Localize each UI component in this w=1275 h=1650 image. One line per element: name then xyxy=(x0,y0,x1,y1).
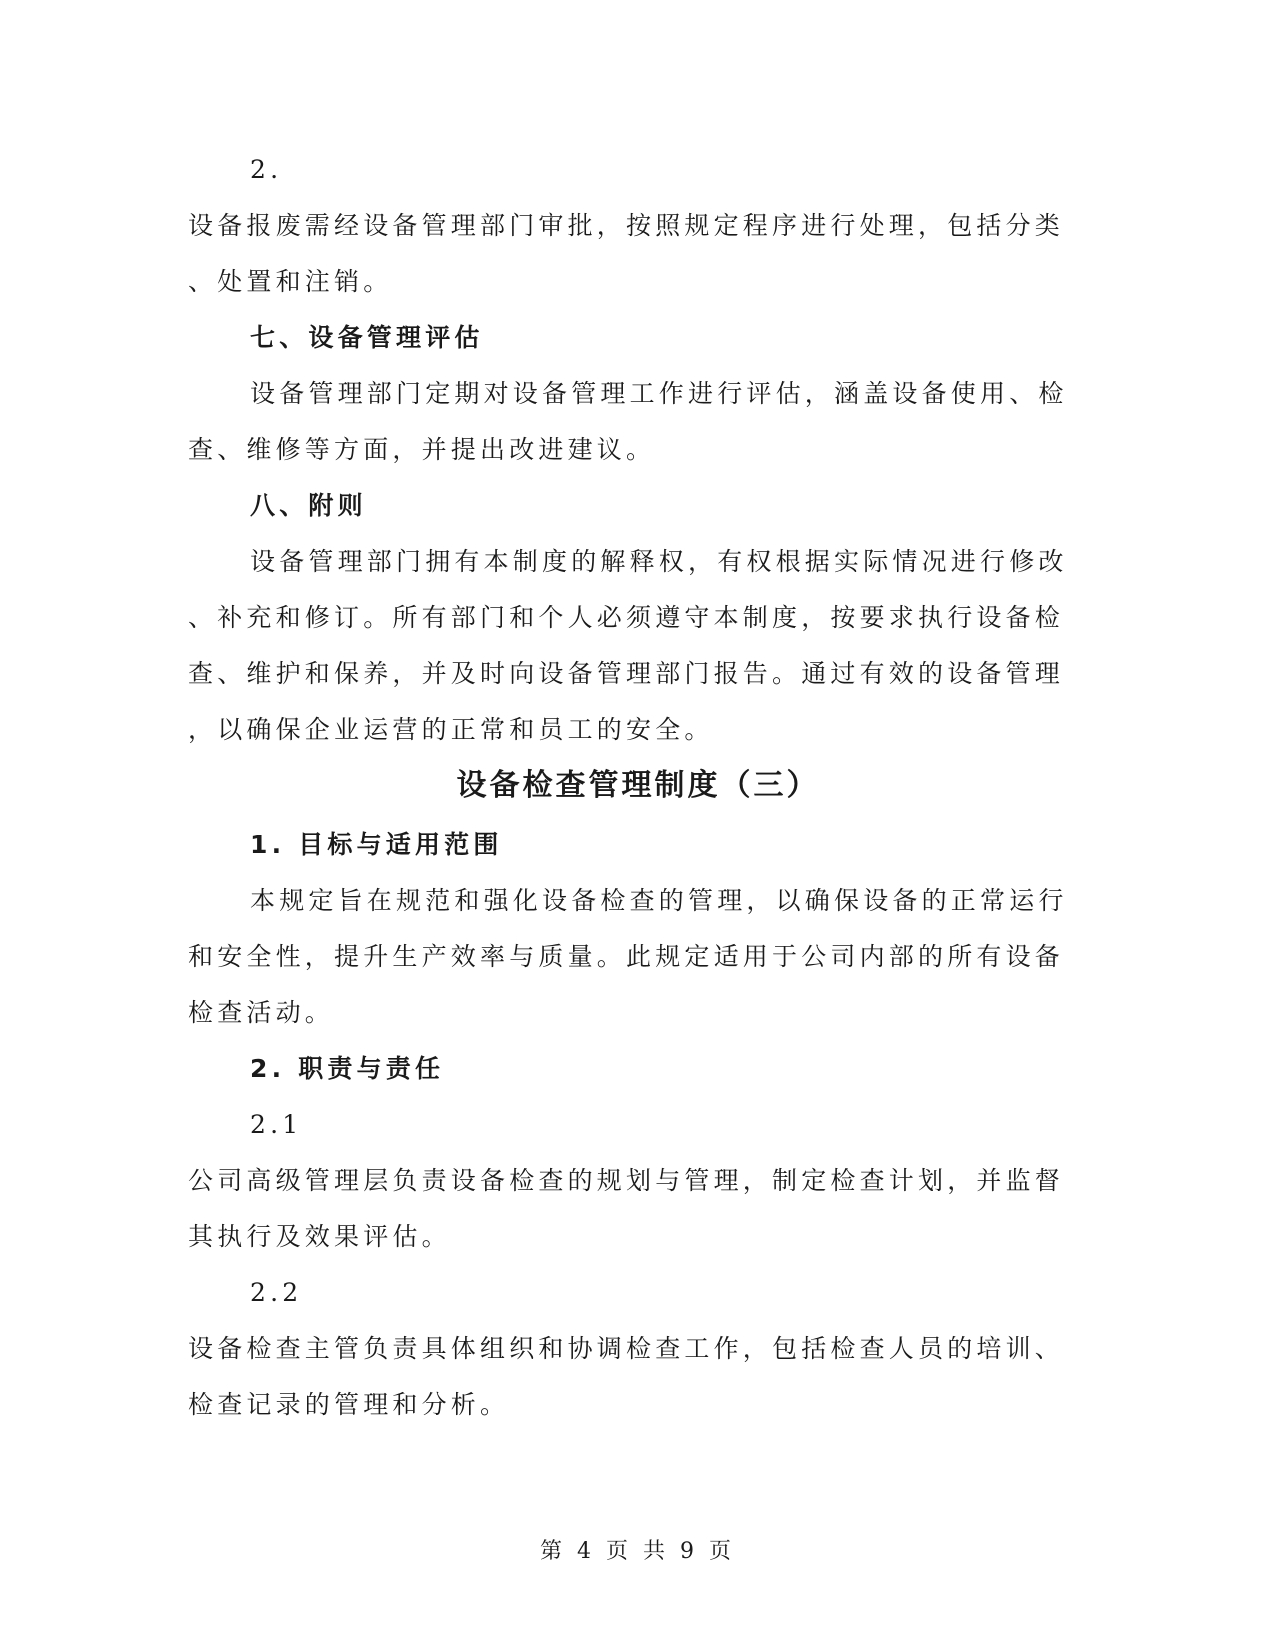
paragraph-line: 2.2 xyxy=(250,1278,303,1307)
paragraph-line: 公司高级管理层负责设备检查的规划与管理，制定检查计划，并监督 xyxy=(188,1166,1065,1195)
paragraph-line: 、补充和修订。所有部门和个人必须遵守本制度，按要求执行设备检 xyxy=(188,603,1065,632)
paragraph-line: 检查活动。 xyxy=(188,998,335,1027)
paragraph-line: 2. xyxy=(250,155,283,184)
document-body xyxy=(188,142,1088,1433)
page-number-footer: 第 4 页 共 9 页 xyxy=(540,1539,735,1564)
paragraph-line: 设备管理部门定期对设备管理工作进行评估，涵盖设备使用、检 xyxy=(250,379,1068,408)
paragraph-line: ，以确保企业运营的正常和员工的安全。 xyxy=(188,715,714,744)
paragraph-line: 、处置和注销。 xyxy=(188,267,393,296)
paragraph-line: 查、维护和保养，并及时向设备管理部门报告。通过有效的设备管理 xyxy=(188,659,1065,688)
paragraph-line: 和安全性，提升生产效率与质量。此规定适用于公司内部的所有设备 xyxy=(188,942,1065,971)
paragraph-line: 设备检查主管负责具体组织和协调检查工作，包括检查人员的培训、 xyxy=(188,1334,1065,1363)
paragraph-line: 其执行及效果评估。 xyxy=(188,1222,451,1251)
paragraph-line: 本规定旨在规范和强化设备检查的管理，以确保设备的正常运行 xyxy=(250,886,1068,915)
paragraph-line: 查、维修等方面，并提出改进建议。 xyxy=(188,435,656,464)
section-heading-appendix: 八、附则 xyxy=(250,491,367,520)
paragraph-line: 设备报废需经设备管理部门审批，按照规定程序进行处理，包括分类 xyxy=(188,211,1065,240)
section-heading-scope: 1. 目标与适用范围 xyxy=(250,830,503,859)
document-title: 设备检查管理制度（三） xyxy=(456,768,820,803)
paragraph-line: 检查记录的管理和分析。 xyxy=(188,1390,510,1419)
section-heading-evaluation: 七、设备管理评估 xyxy=(250,323,484,352)
section-heading-responsibilities: 2. 职责与责任 xyxy=(250,1054,445,1083)
paragraph-line: 2.1 xyxy=(250,1110,303,1139)
paragraph-line: 设备管理部门拥有本制度的解释权，有权根据实际情况进行修改 xyxy=(250,547,1068,576)
